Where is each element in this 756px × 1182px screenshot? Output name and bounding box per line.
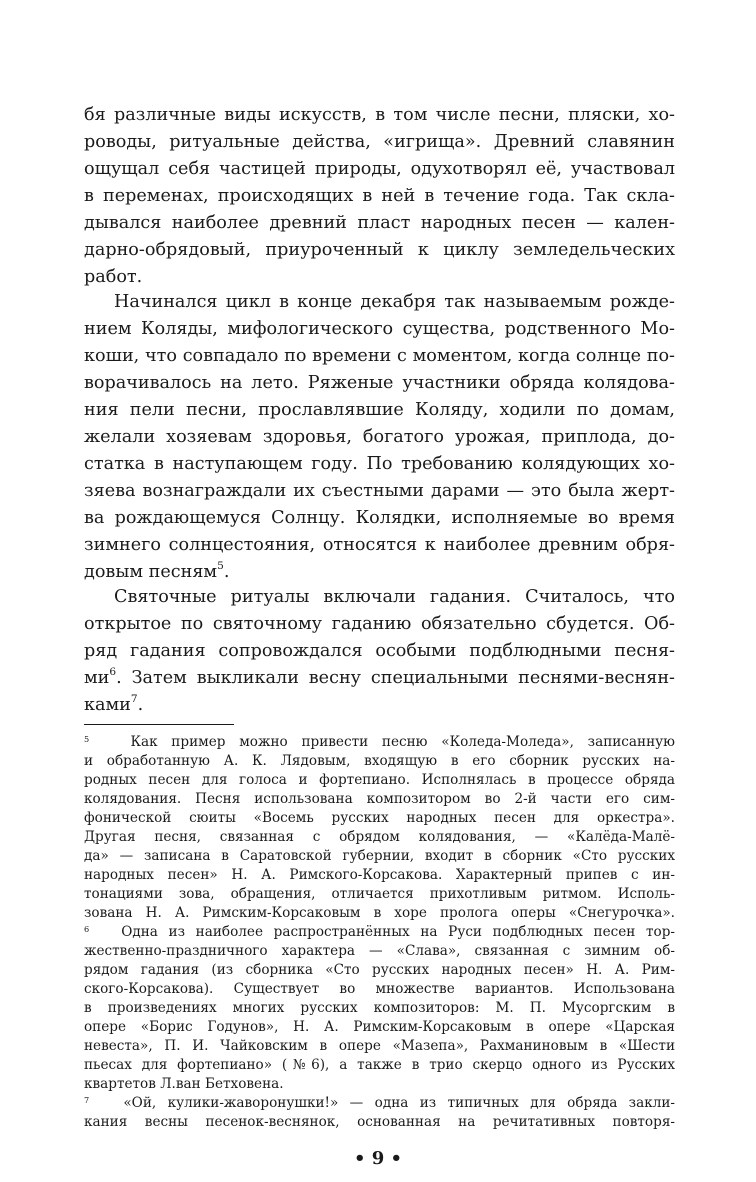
text-fragment: довым песням (84, 562, 218, 582)
footnote-line: Другая песня, связанная с обрядом колядования, — «Калёда-Малё- (84, 829, 675, 845)
text-line: дывался наиболее древний пласт народных песен — кален- (84, 213, 675, 233)
footnote-ref: 5 (217, 560, 224, 572)
text-line: ва рождающемуся Солнцу. Колядки, исполняемые во время (84, 508, 675, 528)
footnote-line (84, 923, 675, 942)
footnote-separator (84, 724, 234, 725)
footnote-line: да» — записана в Саратовской губернии, входит в сборник «Сто русских (84, 848, 675, 864)
footnote-line: в произведениях многих русских композиторов: М. П. Мусоргским в (84, 1000, 675, 1016)
text-fragment: «Ой, кулики-жаворонушки!» — одна из типичных для обряда закли- (123, 1095, 675, 1111)
footnote-line: народных песен» Н. А. Римского-Корсакова. Характерный припев с ин- (84, 867, 675, 883)
text-line: роводы, ритуальные действа, «игрища». Древний славянин (84, 132, 675, 152)
footnote-line: кания весны песенок-веснянок, основанная на речитативных повторя- (84, 1114, 675, 1130)
text-line: нием Коляды, мифологического существа, родственного Мо- (84, 319, 675, 339)
text-line: ощущал себя частицей природы, одухотворял её, участвовал (84, 159, 675, 179)
footnote-number: 6 (84, 924, 90, 934)
footnote-line: пьесах для фортепиано» (№6), а также в трио скерцо одного из Русских (84, 1057, 675, 1073)
text-line (84, 692, 675, 718)
text-line: ния пели песни, прославлявшие Коляду, ходили по домам, (84, 400, 675, 420)
text-line: ряд гадания сопровождался особыми подблюдными песня- (84, 641, 675, 661)
text-line: зимнего солнцестояния, относятся к наиболее древним обря- (84, 535, 675, 555)
footnote-line: жественно-праздничного характера — «Слава», связанная с зимним об- (84, 943, 675, 959)
footnote-number: 5 (84, 734, 90, 744)
text-fragment: . (137, 695, 144, 715)
footnote-line: невеста», П. И. Чайковским в опере «Мазепа», Рахманиновым в «Шести (84, 1038, 675, 1054)
text-line: Святочные ритуалы включали гадания. Считалось, что (114, 587, 675, 607)
footnote-line: колядования. Песня использована композитором во 2-й части его сим- (84, 791, 675, 807)
text-line: ворачивалось на лето. Ряженые участники обряда колядова- (84, 373, 675, 393)
text-fragment: Одна из наиболее распространённых на Руси подблюдных песен тор- (121, 924, 675, 940)
footnote-line (84, 1094, 675, 1113)
text-line: зяева вознаграждали их съестными дарами — это была жерт- (84, 481, 675, 501)
text-fragment: ками (84, 695, 131, 715)
text-line (84, 665, 675, 691)
text-line: коши, что совпадало по времени с моментом, когда солнце по- (84, 346, 675, 366)
text-line: довым песням$^5$. (84, 560, 230, 582)
text-line: Начинался цикл в конце декабря так называемым рожде- (114, 292, 675, 312)
footnote-line: и обработанную А. К. Лядовым, входящую в его сборник русских на- (84, 753, 675, 769)
text-fragment: Как пример можно привести песню «Коледа-Моледа», записанную (130, 734, 675, 750)
footnote-ref: 7 (130, 693, 138, 705)
footnote-line: рядом гадания (из сборника «Сто русских народных песен» Н. А. Рим- (84, 962, 675, 978)
footnote-line: тонациями зова, обращения, отличается прихотливым ритмом. Исполь- (84, 886, 675, 902)
footnote-line: ского-Корсакова). Существует во множестве вариантов. Использована (84, 981, 675, 997)
footnote-line (84, 733, 675, 752)
text-line: дарно-обрядовый, приуроченный к циклу земледельческих (84, 240, 675, 260)
footnote-line: опере «Борис Годунов», Н. А. Римским-Корсаковым в опере «Царская (84, 1019, 675, 1035)
page-number: • 9 • (353, 1148, 403, 1169)
text-fragment: ми (84, 668, 110, 688)
footnote-line: зована Н. А. Римским-Корсаковым в хоре пролога оперы «Снегурочка». (84, 905, 675, 921)
footnote-line: родных песен для голоса и фортепиано. Исполнялась в процессе обряда (84, 772, 675, 788)
text-line: статка в наступающем году. По требованию колядующих хо- (84, 454, 675, 474)
footnote-line: квартетов Л.ван Бетховена. (84, 1076, 284, 1092)
footnote-line: фонической сюиты «Восемь русских народных песен для оркестра». (84, 810, 675, 826)
footnote-ref: 6 (109, 666, 117, 678)
text-fragment: . Затем выкликали весну специальными песнями-веснян- (116, 668, 675, 688)
text-line: в переменах, происходящих в ней в течение года. Так скла- (84, 186, 675, 206)
footnote-number: 7 (84, 1095, 90, 1105)
text-line: открытое по святочному гаданию обязательно сбудется. Об- (84, 614, 675, 634)
text-line: бя различные виды искусств, в том числе песни, пляски, хо- (84, 105, 675, 125)
text-line: работ. (84, 267, 143, 287)
text-line: желали хозяевам здоровья, богатого урожая, приплода, до- (84, 427, 675, 447)
